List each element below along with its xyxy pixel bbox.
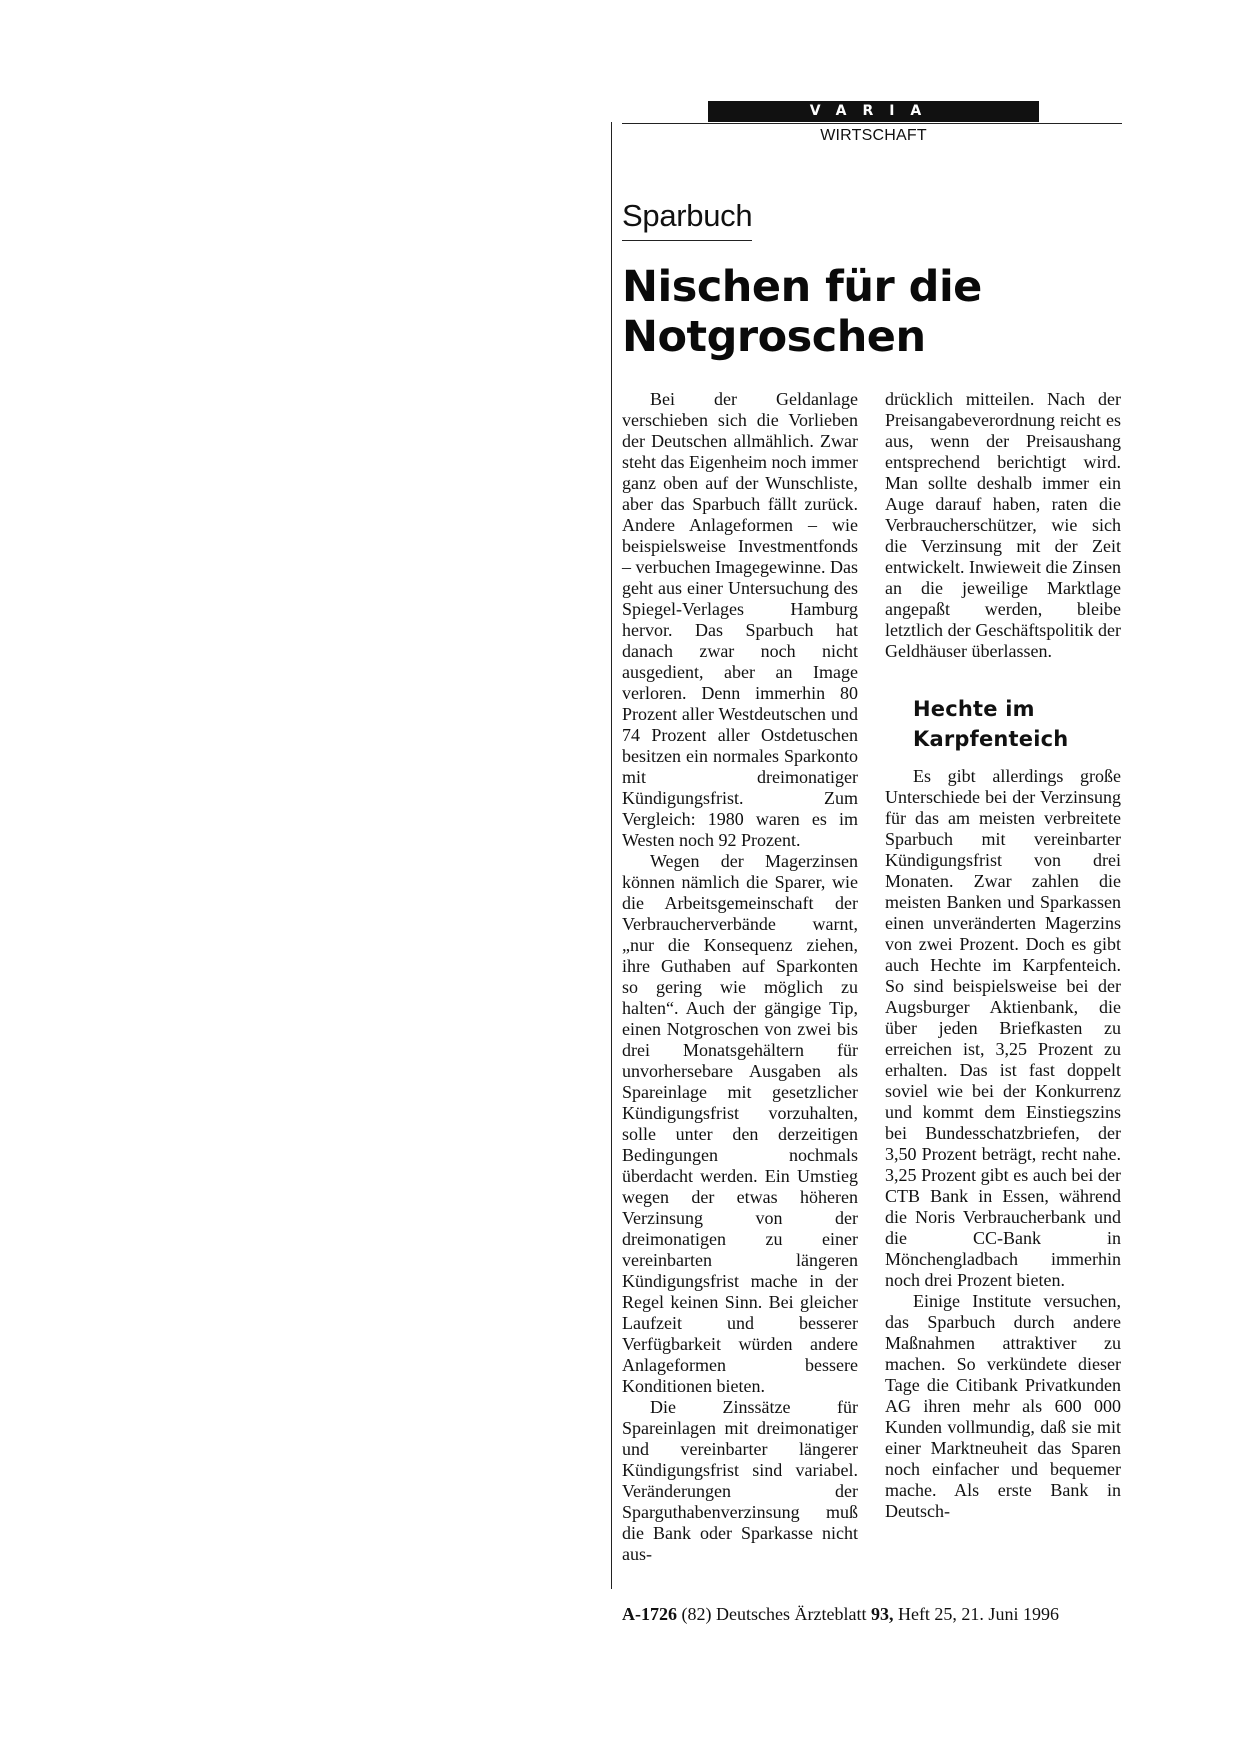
page-number: (82)	[681, 1604, 712, 1624]
paragraph: Es gibt allerdings große Unterschiede bei der Verzinsung für das am meisten verbreitete Sparbuch mit vereinbarter Kündigungsfrist von drei Monaten. Zwar zahlen die meisten Banken und Sparkassen einen unveränderten Magerzins von zwei Prozent. Doch es gibt auch Hechte im Karpfenteich. So sind beispielsweise bei der Augsburger Aktienbank, die über jeden Briefkasten zu erreichen ist, 3,25 Prozent zu erhalten. Das ist fast doppelt soviel wie bei der Konkurrenz und kommt dem Einstiegszins bei Bundesschatzbriefen, der 3,50 Prozent beträgt, recht nahe. 3,25 Prozent gibt es auch bei der CTB Bank in Essen, während die Noris Verbraucherbank und die CC-Bank in Mönchengladbach immerhin noch drei Prozent bieten.	[885, 766, 1121, 1290]
paragraph: Die Zinssätze für Spareinlagen mit dreimonatiger und vereinbarter längerer Kündigungsfrist sind variabel. Veränderungen der Sparguthabenverzinsung muß die Bank oder Sparkasse nicht aus-	[622, 1397, 858, 1564]
text-column-right	[885, 389, 1121, 1522]
page-footer	[622, 1604, 1122, 1625]
paragraph: Wegen der Magerzinsen können nämlich die Sparer, wie die Arbeitsgemeinschaft der Verbraucherverbände warnt, „nur die Konsequenz ziehen, ihre Guthaben auf Sparkonten so gering wie möglich zu halten“. Auch der gängige Tip, einen Notgroschen von zwei bis drei Monatsgehältern für unvorhersebare Ausgaben als Spareinlage mit gesetzlicher Kündigungsfrist vorzuhalten, solle unter den derzeitigen Bedingungen nochmals überdacht werden. Ein Umstieg wegen der etwas höheren Verzinsung von der dreimonatigen zu einer vereinbarten längeren Kündigungsfrist mache in der Regel keinen Sinn. Bei gleicher Laufzeit und besserer Verfügbarkeit würden andere Anlageformen bessere Konditionen bieten.	[622, 851, 858, 1396]
subsection-label: WIRTSCHAFT	[820, 127, 927, 144]
paragraph: Einige Institute versuchen, das Sparbuch durch andere Maßnahmen attraktiver zu machen. So verkündete dieser Tage die Citibank Privatkunden AG ihren mehr als 600 000 Kunden vollmundig, daß sie mit einer Marktneuheit das Sparen noch einfacher und bequemer mache. Als erste Bank in Deutsch-	[885, 1291, 1121, 1521]
article-headline: Nischen für die Notgroschen	[622, 262, 982, 362]
page-code: A-1726	[622, 1604, 677, 1624]
column-rule-left	[611, 122, 612, 1589]
paragraph-continued: drücklich mitteilen. Nach der Preisangabeverordnung reicht es aus, wenn der Preisaushang entsprechend berichtigt wird. Man sollte deshalb immer ein Auge darauf haben, raten die Verbraucherschützer, wie sich die Verzinsung mit der Zeit entwickelt. Inwieweit die Zinsen an die jeweilige Marktlage angepaßt werden, bleibe letztlich der Geschäftspolitik der Geldhäuser überlassen.	[885, 389, 1121, 661]
section-label: VARIA	[708, 101, 1039, 122]
subheading: Hechte im Karpfenteich	[913, 697, 1069, 751]
text-column-left	[622, 389, 858, 1565]
journal-issue: Heft 25, 21. Juni 1996	[897, 1604, 1059, 1624]
paragraph: Bei der Geldanlage verschieben sich die Vorlieben der Deutschen allmählich. Zwar steht das Eigenheim noch immer ganz oben auf der Wunschliste, aber das Sparbuch fällt zurück. Andere Anlageformen – wie beispielsweise Investmentfonds – verbuchen Imagegewinne. Das geht aus einer Untersuchung des Spiegel-Verlages Hamburg hervor. Das Sparbuch hat danach zwar noch nicht ausgedient, aber an Image verloren. Denn immerhin 80 Prozent aller Westdeutschen und 74 Prozent aller Ostdetuschen besitzen ein normales Sparkonto mit dreimonatiger Kündigungsfrist. Zum Vergleich: 1980 waren es im Westen noch 92 Prozent.	[622, 389, 858, 850]
header-rule	[622, 123, 1122, 124]
journal-name: Deutsches Ärzteblatt	[716, 1604, 867, 1624]
journal-volume: 93,	[870, 1604, 894, 1624]
article-kicker: Sparbuch	[622, 198, 752, 241]
